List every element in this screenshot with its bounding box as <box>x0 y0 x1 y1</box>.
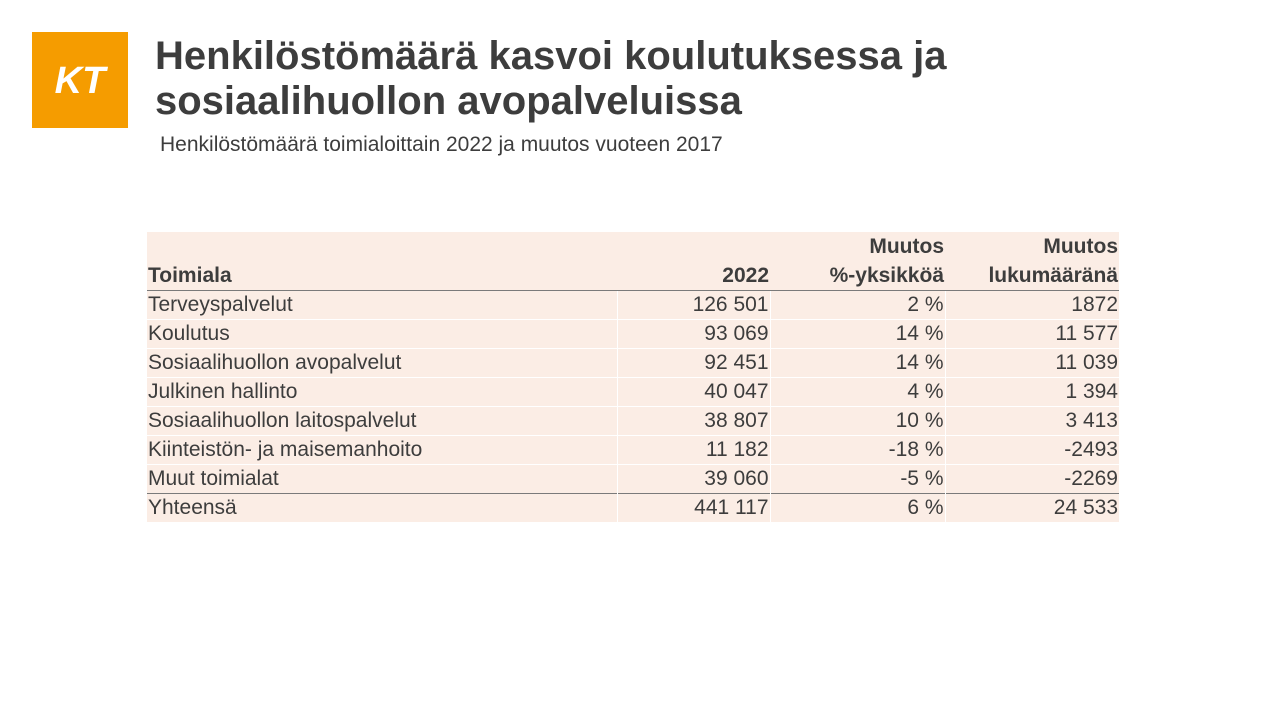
cell-toimiala: Terveyspalvelut <box>147 291 617 320</box>
cell-toimiala: Koulutus <box>147 320 617 349</box>
cell-count-change: 1 394 <box>945 378 1119 407</box>
total-label: Yhteensä <box>147 494 617 523</box>
cell-toimiala: Sosiaalihuollon laitospalvelut <box>147 407 617 436</box>
cell-pct-change: -5 % <box>770 465 945 494</box>
table-header-row <box>147 232 1119 291</box>
header-pct-change: Muutos %-yksikköä <box>770 232 945 291</box>
kt-logo-mark <box>48 62 112 98</box>
header-toimiala: Toimiala <box>147 232 617 291</box>
cell-count-change: -2269 <box>945 465 1119 494</box>
cell-2022: 11 182 <box>617 436 770 465</box>
table-row <box>147 378 1119 407</box>
cell-pct-change: 10 % <box>770 407 945 436</box>
cell-toimiala: Kiinteistön- ja maisemanhoito <box>147 436 617 465</box>
table-row <box>147 407 1119 436</box>
cell-pct-change: 14 % <box>770 349 945 378</box>
table-row <box>147 291 1119 320</box>
total-count-change: 24 533 <box>945 494 1119 523</box>
header-year: 2022 <box>617 232 770 291</box>
cell-count-change: 1872 <box>945 291 1119 320</box>
cell-count-change: 3 413 <box>945 407 1119 436</box>
cell-2022: 40 047 <box>617 378 770 407</box>
cell-count-change: -2493 <box>945 436 1119 465</box>
cell-2022: 39 060 <box>617 465 770 494</box>
cell-pct-change: 14 % <box>770 320 945 349</box>
cell-pct-change: 2 % <box>770 291 945 320</box>
cell-2022: 93 069 <box>617 320 770 349</box>
cell-count-change: 11 577 <box>945 320 1119 349</box>
header-count-change: Muutos lukumääränä <box>945 232 1119 291</box>
cell-pct-change: -18 % <box>770 436 945 465</box>
table-total-row <box>147 494 1119 523</box>
cell-2022: 92 451 <box>617 349 770 378</box>
total-pct-change: 6 % <box>770 494 945 523</box>
page-subtitle: Henkilöstömäärä toimialoittain 2022 ja muutos vuoteen 2017 <box>160 133 723 156</box>
kt-logo <box>32 32 128 128</box>
cell-2022: 126 501 <box>617 291 770 320</box>
table-row <box>147 436 1119 465</box>
table-row <box>147 465 1119 494</box>
svg-text:KT: KT <box>54 62 106 98</box>
cell-2022: 38 807 <box>617 407 770 436</box>
page-title: Henkilöstömäärä kasvoi koulutuksessa ja sosiaalihuollon avopalveluissa <box>155 34 947 123</box>
total-2022: 441 117 <box>617 494 770 523</box>
cell-toimiala: Muut toimialat <box>147 465 617 494</box>
table-row <box>147 349 1119 378</box>
cell-toimiala: Julkinen hallinto <box>147 378 617 407</box>
cell-toimiala: Sosiaalihuollon avopalvelut <box>147 349 617 378</box>
cell-pct-change: 4 % <box>770 378 945 407</box>
staff-by-industry-table <box>147 232 1119 522</box>
table-row <box>147 320 1119 349</box>
cell-count-change: 11 039 <box>945 349 1119 378</box>
